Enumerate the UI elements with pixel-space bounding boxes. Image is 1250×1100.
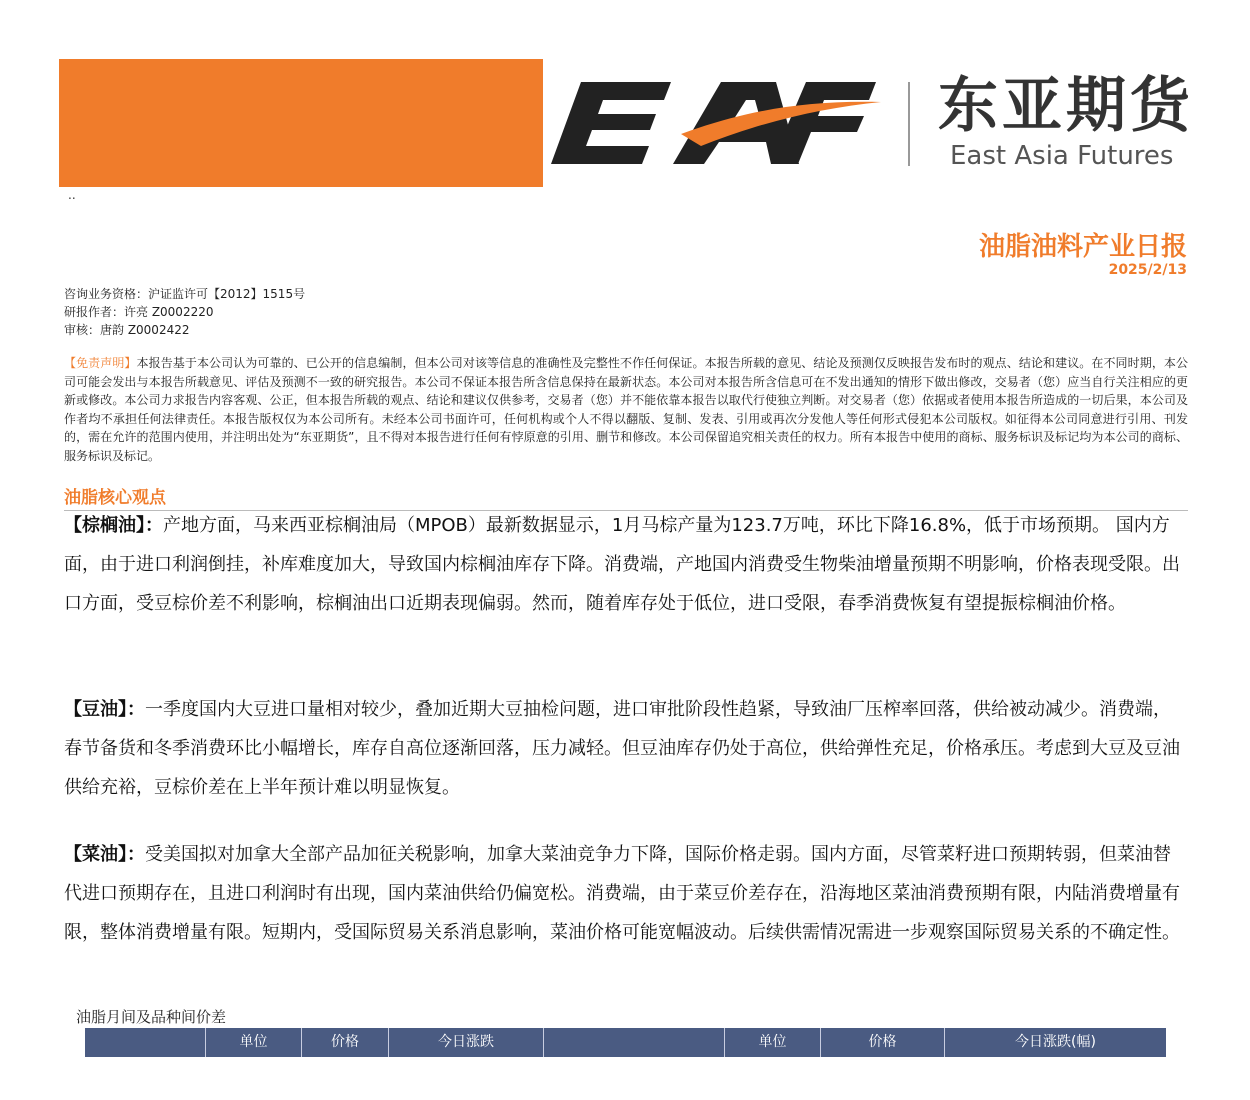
table-title: 油脂月间及品种间价差 xyxy=(76,1008,227,1026)
paragraph-text: 受美国拟对加拿大全部产品加征关税影响，加拿大菜油竞争力下降，国际价格走弱。国内方面，尽管菜籽进口预期转弱，但菜油替代进口预期存在，且进口利润时有出现，国内菜油供给仍偏宽松。消费端，由于菜豆价差存在，沿海地区菜油消费预期有限，内陆消费增量有限，整体消费增量有限。短期内，受国际贸易关系消息影响，菜油价格可能宽幅波动。后续供需情况需进一步观察国际贸易关系的不确定性。 xyxy=(64,844,1180,943)
table-header-cell xyxy=(85,1028,206,1057)
dots-marker: .. xyxy=(68,188,76,202)
brand-name-cn: 东亚期货 xyxy=(938,71,1194,141)
report-title: 油脂油料产业日报 xyxy=(978,232,1187,262)
table-header-cell: 今日涨跌(幅) xyxy=(1015,1034,1096,1050)
logo-separator xyxy=(908,82,910,166)
paragraph-text: 产地方面，马来西亚棕榈油局（MPOB）最新数据显示，1月马棕产量为123.7万吨，环比下降16.8%，低于市场预期。 国内方面，由于进口利润倒挂，补库难度加大，导致国内棕榈油库存下降。消费端，产地国内消费受生物柴油增量预期不明影响，价格表现受限。出口方面，受豆棕价差不利影响，棕榈油出口近期表现偏弱。然而，随着库存处于低位，进口受限，春季消费恢复有望提振棕榈油价格。 xyxy=(64,515,1180,614)
table-header-cell: 单位 xyxy=(725,1028,821,1057)
paragraph-rapeseed-oil xyxy=(64,835,1188,952)
paragraph-label: 【豆油】： xyxy=(64,699,145,720)
report-meta xyxy=(64,285,305,339)
disclaimer xyxy=(64,354,1188,465)
paragraph-text: 一季度国内大豆进口量相对较少，叠加近期大豆抽检问题，进口审批阶段性趋紧，导致油厂压榨率回落，供给被动减少。消费端，春节备货和冬季消费环比小幅增长，库存自高位逐渐回落，压力减轻。但豆油库存仍处于高位，供给弹性充足，价格承压。考虑到大豆及豆油供给充裕，豆棕价差在上半年预计难以明显恢复。 xyxy=(64,699,1180,798)
qualification-line: 咨询业务资格：沪证监许可【2012】1515号 xyxy=(64,287,306,301)
table-header-row xyxy=(85,1028,1166,1057)
header-color-block xyxy=(59,59,543,187)
section-heading: 油脂核心观点 xyxy=(64,483,1188,511)
table-header-cell: 价格 xyxy=(821,1028,945,1057)
table-header-cell xyxy=(544,1028,725,1057)
paragraph-label: 【棕榈油】： xyxy=(64,515,163,536)
paragraph-palm-oil xyxy=(64,506,1188,623)
report-date: 2025/2/13 xyxy=(1108,262,1187,278)
brand-name-en: East Asia Futures xyxy=(950,141,1174,171)
author-line: 研报作者：许亮 Z0002220 xyxy=(64,305,214,319)
table-header-cell: 单位 xyxy=(206,1028,302,1057)
table-header-cell: 价格 xyxy=(302,1028,389,1057)
disclaimer-text: 本报告基于本公司认为可靠的、已公开的信息编制，但本公司对该等信息的准确性及完整性不作任何保证。本报告所载的意见、结论及预测仅反映报告发布时的观点、结论和建议。在不同时期，本公司可能会发出与本报告所载意见、评估及预测不一致的研究报告。本公司不保证本报告所含信息保持在最新状态。本公司对本报告所含信息可在不发出通知的情形下做出修改，交易者（您）应当自行关注相应的更新或修改。本公司力求报告内容客观、公正，但本报告所载的观点、结论和建议仅供参考，交易者（您）并不能依靠本报告以取代行使独立判断。对交易者（您）依据或者使用本报告所造成的一切后果，本公司及作者均不承担任何法律责任。本报告版权仅为本公司所有。未经本公司书面许可，任何机构或个人不得以翻版、复制、发表、引用或再次分发他人等任何形式侵犯本公司版权。如征得本公司同意进行引用、刊发的，需在允许的范围内使用，并注明出处为“东亚期货”，且不得对本报告进行任何有悖原意的引用、删节和修改。本公司保留追究相关责任的权力。所有本报告中使用的商标、服务标识及标记均为本公司的商标、服务标识及标记。 xyxy=(64,356,1188,463)
disclaimer-tag: 【免责声明】 xyxy=(64,356,137,370)
paragraph-soybean-oil xyxy=(64,690,1188,807)
table-header-cell: 今日涨跌 xyxy=(389,1028,544,1057)
paragraph-label: 【菜油】： xyxy=(64,844,145,865)
reviewer-line: 审核：唐韵 Z0002422 xyxy=(64,323,190,337)
